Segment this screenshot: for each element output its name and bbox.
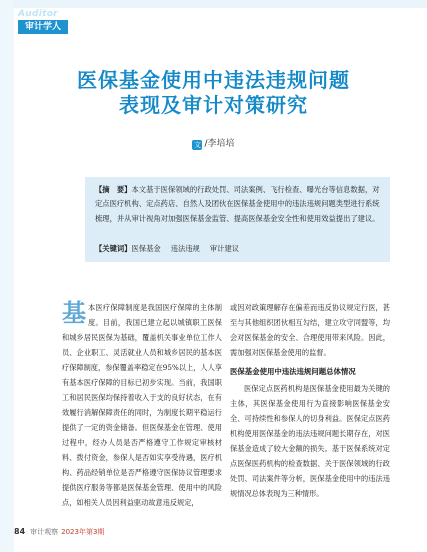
body-paragraph: 医保定点医药机构是医保基金使用最为关键的主体，其医保基金使用行为直接影响医保基金安全、可持续性和参保人的切身利益。医保定点医药机构使用医保基金的违法违规问题长期存在，对医保基金造成了较大金额的损失。基于医保系统对定点医保医药机构的检查数据、关于医保领域的行政处罚、司法案件等分析，医保基金使用中的违法违规情况总体表现为三种情形。 bbox=[230, 384, 390, 498]
issue-label: 2023年第3期 bbox=[61, 528, 105, 536]
abstract-box bbox=[85, 177, 390, 262]
body-column-right bbox=[230, 300, 390, 501]
page-number: 84 bbox=[14, 527, 26, 536]
abstract-label: 【摘 要】 bbox=[95, 185, 132, 194]
dropcap: 基 bbox=[62, 300, 86, 327]
page-footer bbox=[14, 527, 104, 537]
column-word: Auditor bbox=[18, 9, 58, 19]
author-mark-icon: 文 bbox=[193, 141, 201, 149]
author-name: /李培培 bbox=[204, 139, 235, 149]
section-tag: 审计学人 bbox=[18, 20, 68, 34]
body-paragraph: 本医疗保障制度是我国医疗保障的主体制度。目前，我国已建立起以城镇职工医保和城乡居民医保为基础，覆盖机关事业单位工作人员、企业职工、灵活就业人员和城乡居民的基本医疗保障制度，参保覆盖率稳定在95%以上，人人享有基本医疗保障的目标已初步实现。当前，我国职工和居民医保均保持着收入于支的良好状态，在有效履行消解保障责任的同时，为制度长期平稳运行提供了一定的资金储备。但医保基金在管理、使用过程中，经办人员是否严格遵守工作规定审核材料、拨付资金，参保人是否如实享受待遇，医疗机构、药品经销单位是否严格遵守医保协议管理要求提供医疗服务等都是医保基金管理、使用中的风险点，如相关人员因利益驱动故意违反规定， bbox=[62, 303, 222, 507]
body-column-left bbox=[62, 300, 222, 520]
keywords-label: 【关键词】 bbox=[95, 243, 132, 253]
author-byline bbox=[0, 136, 427, 150]
abstract-text: 本文基于医保领域的行政处罚、司法案例、飞行检查、曝光台等信息数据，对定点医疗机构、定点药店、自然人及团伙在医保基金使用中的违法违规问题类型进行系统梳理，并从审计视角对加强医保基金监管、提高医保基金安全性和使用效益提出了建议。 bbox=[95, 185, 380, 223]
keyword: 违法违规 bbox=[170, 243, 200, 253]
keyword: 审计建议 bbox=[209, 243, 240, 253]
article-title-line1: 医保基金使用中违法违规问题 bbox=[77, 68, 350, 92]
section-subheading: 医保基金使用中违法违规问题总体情况 bbox=[230, 367, 356, 376]
magazine-name: 审计观察 bbox=[30, 528, 59, 536]
top-decor-band bbox=[0, 0, 427, 8]
keywords-line bbox=[95, 242, 249, 256]
article-title-line2: 表现及审计对策研究 bbox=[119, 93, 308, 117]
keyword: 医保基金 bbox=[131, 243, 161, 253]
body-paragraph: 或因对政策理解存在偏差而违反协议规定行医，甚至与其他组织团伙相互勾结，建立攻守同盟等，均会对医保基金的安全、合理使用带来风险。因此，需加强对医保基金使用的监督。 bbox=[230, 303, 390, 357]
